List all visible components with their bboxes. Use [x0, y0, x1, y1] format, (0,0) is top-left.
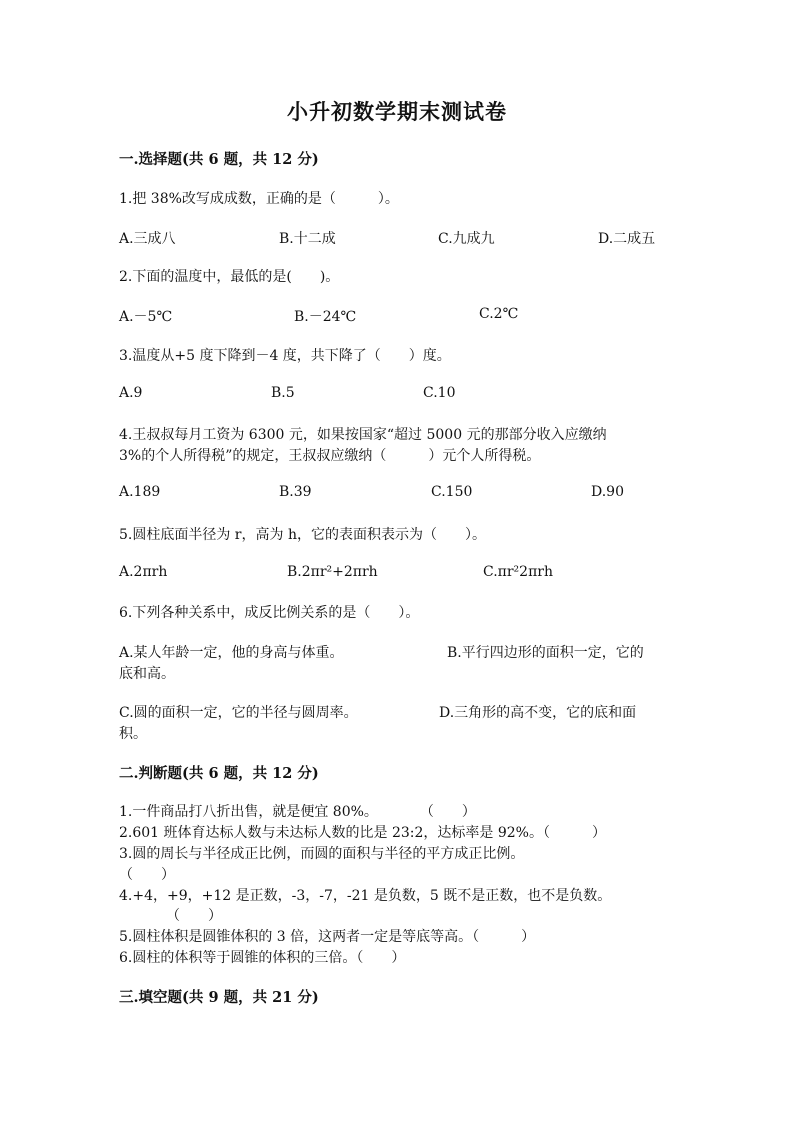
- q6-option-d-cont: 积。: [119, 726, 147, 742]
- q5-option-c: C.πr²2πrh: [483, 564, 553, 580]
- question-3: 3.温度从+5 度下降到－4 度，共下降了（ ）度。: [119, 348, 451, 364]
- section-heading-choice: 一.选择题(共 6 题，共 12 分): [119, 151, 319, 168]
- q6-option-b-cont: 底和高。: [119, 666, 175, 682]
- judgement-3-answer: （ ）: [119, 867, 175, 883]
- q3-option-a: A.9: [119, 385, 143, 401]
- q1-option-b: B.十二成: [279, 231, 336, 247]
- judgement-1: 1.一件商品打八折出售，就是便宜 80%。 （ ）: [119, 804, 476, 820]
- q4-option-d: D.90: [591, 484, 624, 500]
- q2-option-a: A.－5℃: [119, 309, 173, 325]
- q1-option-a: A.三成八: [119, 231, 176, 247]
- page-title: 小升初数学期末测试卷: [287, 99, 507, 124]
- question-6: 6.下列各种关系中，成反比例关系的是（ ）。: [119, 605, 420, 621]
- q6-option-d: D.三角形的高不变，它的底和面: [439, 705, 637, 721]
- q2-option-c: C.2℃: [479, 306, 519, 322]
- q5-option-b: B.2πr²+2πrh: [287, 564, 378, 580]
- q6-option-b: B.平行四边形的面积一定，它的: [447, 645, 644, 661]
- q1-option-c: C.九成九: [438, 231, 495, 247]
- judgement-6: 6.圆柱的体积等于圆锥的体积的三倍。（ ）: [119, 950, 406, 966]
- question-1: 1.把 38%改写成成数，正确的是（ ）。: [119, 191, 399, 207]
- q1-option-d: D.二成五: [598, 231, 656, 247]
- judgement-3: 3.圆的周长与半径成正比例，而圆的面积与半径的平方成正比例。: [119, 846, 525, 862]
- section-heading-judgement: 二.判断题(共 6 题，共 12 分): [119, 765, 319, 782]
- question-4-line1: 4.王叔叔每月工资为 6300 元，如果按国家“超过 5000 元的那部分收入应缴纳: [119, 427, 607, 443]
- q6-option-c: C.圆的面积一定，它的半径与圆周率。: [119, 705, 358, 721]
- q3-option-b: B.5: [271, 385, 295, 401]
- q6-option-a: A.某人年龄一定，他的身高与体重。: [119, 645, 344, 661]
- q3-option-c: C.10: [423, 385, 456, 401]
- judgement-5: 5.圆柱体积是圆锥体积的 3 倍，这两者一定是等底等高。（ ）: [119, 929, 536, 945]
- q4-option-c: C.150: [431, 484, 473, 500]
- question-5: 5.圆柱底面半径为 r，高为 h，它的表面积表示为（ ）。: [119, 527, 486, 543]
- q2-option-b: B.－24℃: [294, 309, 357, 325]
- q5-option-a: A.2πrh: [119, 564, 168, 580]
- judgement-2: 2.601 班体育达标人数与未达标人数的比是 23:2，达标率是 92%。（ ）: [119, 825, 606, 841]
- question-4-line2: 3%的个人所得税”的规定，王叔叔应缴纳（ ）元个人所得税。: [119, 448, 541, 464]
- q4-option-b: B.39: [279, 484, 312, 500]
- section-heading-fill-in: 三.填空题(共 9 题，共 21 分): [119, 989, 319, 1006]
- judgement-4-answer: （ ）: [166, 908, 222, 924]
- q4-option-a: A.189: [119, 484, 161, 500]
- judgement-4: 4.+4，+9，+12 是正数，-3，-7，-21 是负数，5 既不是正数，也不是负数。: [119, 888, 612, 904]
- question-2: 2.下面的温度中，最低的是( )。: [119, 269, 340, 285]
